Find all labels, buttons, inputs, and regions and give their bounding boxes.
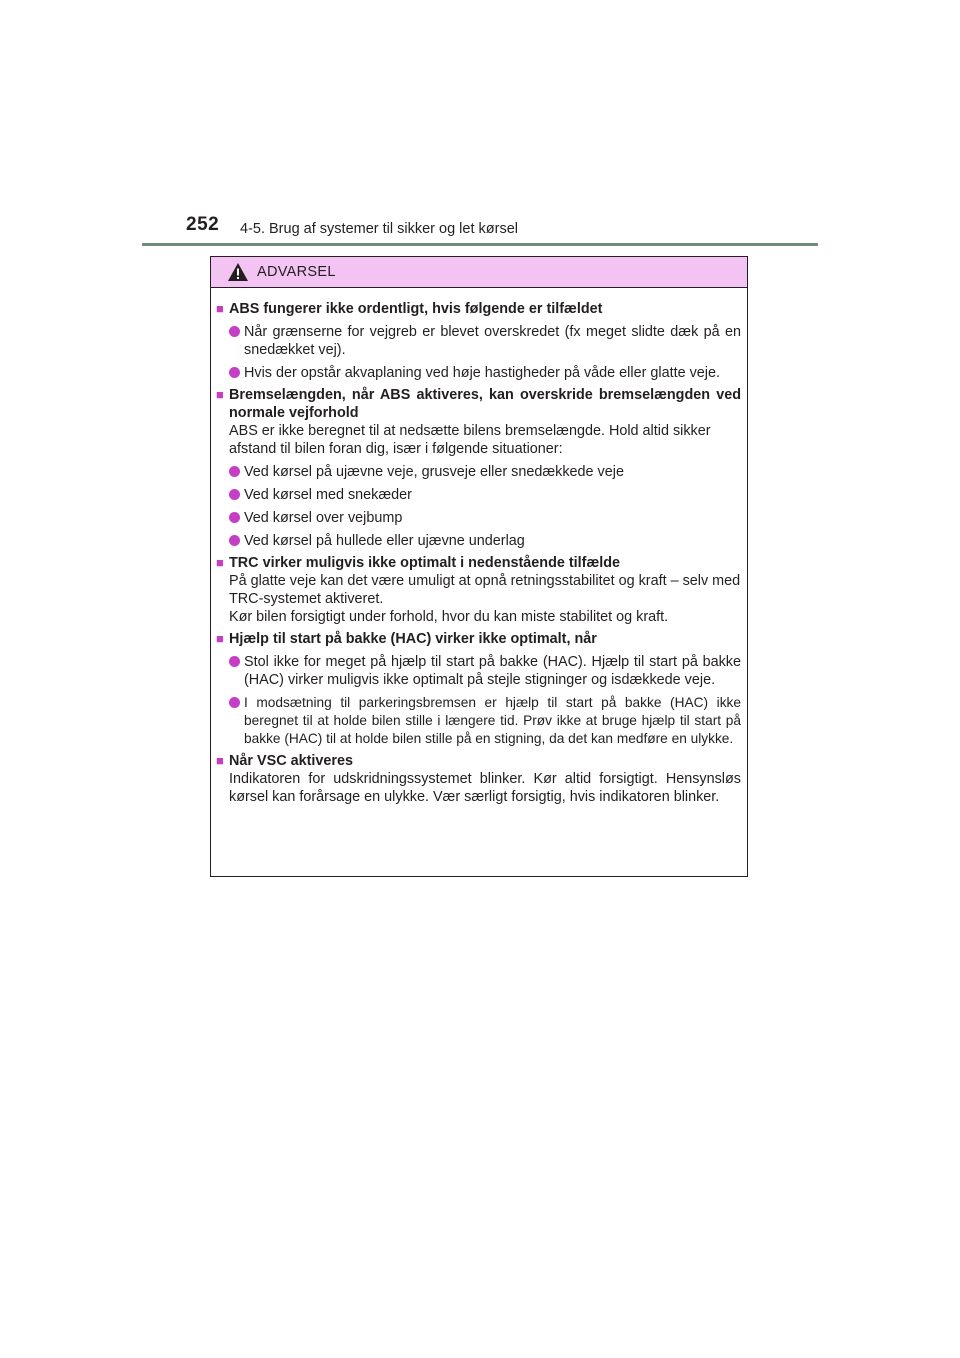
paragraph: På glatte veje kan det være umuligt at opnå retningsstabilitet og kraft – selv med TRC-systemet aktiveret.	[229, 573, 741, 607]
warning-body	[211, 288, 747, 806]
paragraph: Kør bilen forsigtigt under forhold, hvor du kan miste stabilitet og kraft.	[229, 609, 669, 625]
circle-bullet-icon	[229, 656, 240, 667]
square-bullet-icon: ■	[216, 387, 224, 402]
circle-bullet-icon	[229, 466, 240, 477]
list-item: I modsætning til parkeringsbremsen er hjælp til start på bakke (HAC) ikke beregnet til at holde bilen stille i længere tid. Prøv ikke at bruge hjælp til start på bakke (HAC) til at holde bilen stille på en stigning, da det kan medføre en ulykke.	[216, 694, 741, 748]
warning-box	[210, 256, 748, 877]
section-title: 4-5. Brug af systemer til sikker og let kørsel	[240, 221, 518, 237]
list-item: Ved kørsel på ujævne veje, grusveje eller snedækkede veje	[216, 463, 741, 481]
circle-bullet-icon	[229, 512, 240, 523]
header-rule	[142, 243, 818, 246]
paragraph: ABS er ikke beregnet til at nedsætte bilens bremselængde. Hold altid sikker afstand til bilen foran dig, især i følgende situationer:	[229, 423, 711, 457]
circle-bullet-icon	[229, 489, 240, 500]
square-bullet-icon: ■	[216, 555, 224, 570]
list-item: Ved kørsel med snekæder	[216, 486, 741, 504]
list-item: Ved kørsel på hullede eller ujævne underlag	[216, 532, 741, 550]
page-number: 252	[186, 214, 220, 235]
circle-bullet-icon	[229, 367, 240, 378]
list-item: Ved kørsel over vejbump	[216, 509, 741, 527]
warning-header	[211, 257, 747, 288]
section-heading-vsc: ■ Når VSC aktiveres	[216, 753, 353, 769]
section-heading-trc: ■ TRC virker muligvis ikke optimalt i nedenstående tilfælde	[216, 555, 621, 571]
square-bullet-icon: ■	[216, 753, 224, 768]
circle-bullet-icon	[229, 697, 240, 708]
paragraph: Indikatoren for udskridningssystemet blinker. Kør altid forsigtigt. Hensynsløs kørsel kan forårsage en ulykke. Vær særligt forsigtig, hvis indikatoren blinker.	[229, 771, 741, 805]
square-bullet-icon: ■	[216, 301, 224, 316]
section-heading-hac: ■ Hjælp til start på bakke (HAC) virker ikke optimalt, når	[216, 631, 597, 647]
circle-bullet-icon	[229, 535, 240, 546]
square-bullet-icon: ■	[216, 631, 224, 646]
list-item: Hvis der opstår akvaplaning ved høje hastigheder på våde eller glatte veje.	[216, 364, 741, 382]
list-item: Når grænserne for vejgreb er blevet overskredet (fx meget slidte dæk på en snedækket vej).	[216, 323, 741, 359]
warning-title: ADVARSEL	[257, 264, 336, 280]
circle-bullet-icon	[229, 326, 240, 337]
list-item: Stol ikke for meget på hjælp til start på bakke (HAC). Hjælp til start på bakke (HAC) virker muligvis ikke optimalt på stejle stigninger og isdækkede veje.	[216, 653, 741, 689]
section-heading-brake-distance: ■ Bremselængden, når ABS aktiveres, kan overskride bremselængden ved normale vejforhold	[216, 387, 741, 421]
warning-triangle-icon	[228, 263, 248, 281]
section-heading-abs: ■ ABS fungerer ikke ordentligt, hvis følgende er tilfældet	[216, 301, 603, 317]
